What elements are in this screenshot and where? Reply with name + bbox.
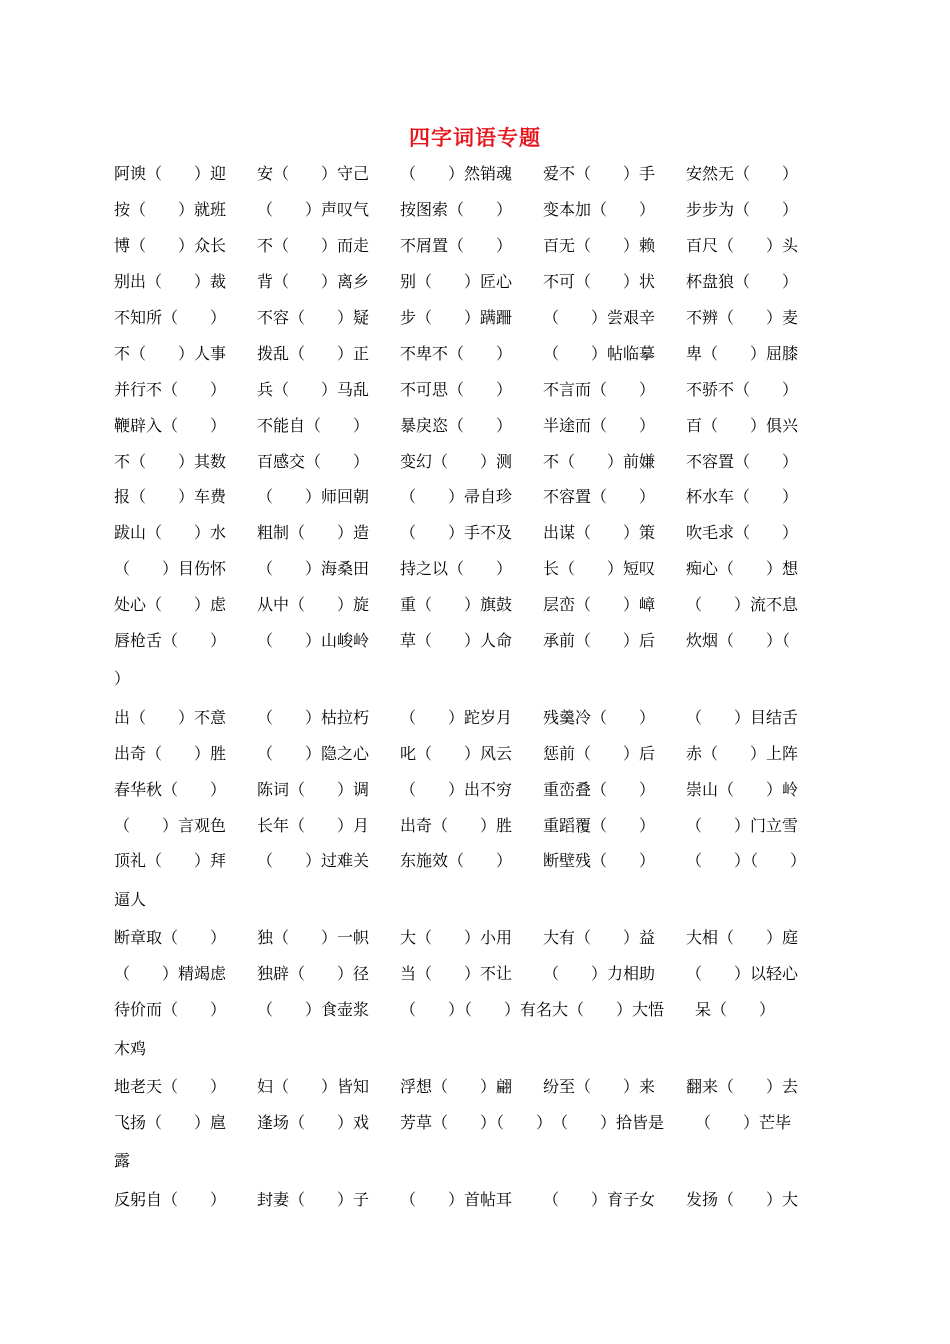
idiom-row [114, 406, 850, 442]
idiom-blank-item: 出奇（ ）胜 [400, 815, 513, 835]
idiom-blank-item: （ ）拾皆是 [552, 1112, 665, 1132]
idiom-blank-item: 拨乱（ ）正 [257, 343, 370, 363]
idiom-blank-item: （ ）过难关 [257, 851, 370, 871]
idiom-blank-item: （ ）流不息 [686, 595, 799, 615]
idiom-blank-item: 爱不（ ）手 [543, 164, 656, 184]
idiom-blank-item: 炊烟（ ）（ [686, 631, 791, 651]
idiom-blank-item: 鞭辟入（ ） [114, 415, 227, 435]
idiom-blank-item: 木鸡 [114, 1038, 147, 1058]
idiom-blank-item: 承前（ ）后 [543, 631, 656, 651]
idiom-blank-item: 大（ ）大悟 [552, 1000, 665, 1020]
idiom-blank-item: 处心（ ）虑 [114, 595, 227, 615]
idiom-blank-item: 按（ ）就班 [114, 200, 227, 220]
idiom-blank-item: 翻来（ ）去 [686, 1077, 799, 1097]
idiom-blank-item: 不知所（ ） [114, 308, 227, 327]
idiom-blank-item: 发扬（ ）大 [686, 1189, 799, 1209]
idiom-blank-item: 不（ ）人事 [114, 343, 227, 363]
idiom-blank-item: 按图索（ ） [400, 200, 513, 220]
idiom-blank-item: 阿谀（ ）迎 [114, 164, 227, 184]
idiom-blank-item: 卑（ ）屈膝 [686, 343, 799, 363]
idiom-blank-item: 不（ ）其数 [114, 451, 227, 471]
idiom-blank-item: 唇枪舌（ ） [114, 631, 227, 651]
idiom-blank-item: （ ）目结舌 [686, 707, 799, 727]
idiom-row [114, 1139, 850, 1180]
idiom-row [114, 478, 850, 514]
idiom-blank-item: 变幻（ ）测 [400, 451, 513, 471]
idiom-blank-item: （ ）然销魂 [400, 164, 513, 184]
idiom-row [114, 550, 850, 586]
idiom-blank-item: 不容（ ）疑 [257, 308, 370, 327]
idiom-blank-item: 春华秋（ ） [114, 779, 227, 799]
idiom-blank-item: 安（ ）守己 [257, 164, 370, 184]
idiom-row [114, 191, 850, 227]
idiom-row [114, 622, 850, 658]
idiom-blank-item: 叱（ ）风云 [400, 743, 513, 763]
idiom-blank-item: 长年（ ）月 [257, 815, 370, 835]
idiom-blank-item: （ ）（ ）有名 [400, 1000, 553, 1020]
idiom-blank-item: 浮想（ ）翩 [400, 1077, 513, 1097]
idiom-blank-item: 当（ ）不让 [400, 964, 513, 984]
idiom-row [114, 770, 850, 806]
idiom-blank-item: 断壁残（ ） [543, 851, 656, 871]
idiom-row [114, 227, 850, 263]
idiom-blank-item: 不（ ）前嫌 [543, 451, 656, 471]
idiom-blank-item: 百无（ ）赖 [543, 236, 656, 256]
idiom-row [114, 991, 850, 1027]
idiom-blank-item: 层峦（ ）嶂 [543, 595, 656, 615]
idiom-blank-item: 大有（ ）益 [543, 928, 656, 948]
idiom-blank-item: 不能自（ ） [257, 415, 370, 435]
idiom-blank-item: 露 [114, 1151, 131, 1171]
idiom-blank-item: 不骄不（ ） [686, 379, 799, 399]
idiom-blank-item: 跋山（ ）水 [114, 523, 227, 543]
idiom-blank-item: 别（ ）匠心 [400, 272, 513, 292]
idiom-blank-item: （ ）目伤怀 [114, 559, 227, 579]
idiom-blank-item: 东施效（ ） [400, 851, 513, 871]
idiom-blank-item: （ ）山峻岭 [257, 631, 370, 651]
idiom-blank-item: 重蹈覆（ ） [543, 815, 656, 835]
idiom-blank-item: （ ）首帖耳 [400, 1189, 513, 1209]
idiom-blank-item: 从中（ ）旋 [257, 595, 370, 615]
idiom-row [114, 514, 850, 550]
idiom-blank-item: 百感交（ ） [257, 451, 370, 471]
idiom-blank-item: 不可思（ ） [400, 379, 513, 399]
idiom-blank-item: 草（ ）人命 [400, 631, 513, 651]
idiom-blank-item: （ ）隐之心 [257, 743, 370, 763]
idiom-blank-item: 飞扬（ ）扈 [114, 1112, 227, 1132]
idiom-blank-item: 杯盘狼（ ） [686, 272, 799, 292]
idiom-blank-item: 残羹冷（ ） [543, 707, 656, 727]
idiom-blank-item: 背（ ）离乡 [257, 272, 370, 292]
idiom-row [114, 657, 850, 698]
idiom-blank-item: ） [114, 669, 131, 689]
idiom-row [114, 1103, 850, 1139]
idiom-blank-item: （ ）以轻心 [686, 964, 799, 984]
idiom-blank-item: 陈词（ ）调 [257, 779, 370, 799]
idiom-blank-item: 呆（ ） [695, 1000, 776, 1020]
idiom-blank-item: 不言而（ ） [543, 379, 656, 399]
idiom-blank-item: （ ）帖临摹 [543, 343, 656, 363]
idiom-blank-item: 痴心（ ）想 [686, 559, 799, 579]
idiom-blank-item: 出奇（ ）胜 [114, 743, 227, 763]
idiom-row [114, 919, 850, 955]
idiom-blank-item: 地老天（ ） [114, 1077, 227, 1097]
idiom-blank-item: 不可（ ）状 [543, 272, 656, 292]
idiom-blank-item: 独辟（ ）径 [257, 964, 370, 984]
idiom-blank-item: 妇（ ）皆知 [257, 1077, 370, 1097]
idiom-blank-item: （ ）育子女 [543, 1189, 656, 1209]
idiom-blank-item: 兵（ ）马乱 [257, 379, 370, 399]
idiom-blank-item: （ ）芒毕 [695, 1112, 792, 1132]
idiom-blank-item: （ ）手不及 [400, 523, 513, 543]
idiom-blank-item: （ ）力相助 [543, 964, 656, 984]
idiom-blank-item: 别出（ ）裁 [114, 272, 227, 292]
idiom-blank-item: （ ）门立雪 [686, 815, 799, 835]
idiom-blank-item: 出谋（ ）策 [543, 523, 656, 543]
idiom-blank-item: （ ）跎岁月 [400, 707, 513, 727]
idiom-row [114, 842, 850, 878]
idiom-blank-item: 独（ ）一帜 [257, 928, 370, 948]
idiom-blank-item: （ ）精竭虑 [114, 964, 227, 984]
idiom-blank-item: 暴戾恣（ ） [400, 415, 513, 435]
idiom-blank-item: 百（ ）俱兴 [686, 415, 799, 435]
idiom-blank-item: 不屑置（ ） [400, 236, 513, 256]
idiom-blank-item: 变本加（ ） [543, 200, 656, 220]
idiom-blank-item: （ ）食壶浆 [257, 1000, 370, 1020]
idiom-blank-item: 不辨（ ）麦 [686, 308, 799, 327]
idiom-blank-item: （ ）尝艰辛 [543, 308, 656, 327]
idiom-blank-item: 持之以（ ） [400, 559, 513, 579]
idiom-blank-item: 不容置（ ） [686, 451, 799, 471]
idiom-row [114, 442, 850, 478]
idiom-blank-item: 安然无（ ） [686, 164, 799, 184]
idiom-blank-item: 重（ ）旗鼓 [400, 595, 513, 615]
idiom-blank-item: （ ）枯拉朽 [257, 707, 370, 727]
idiom-blank-item: 博（ ）众长 [114, 236, 227, 256]
idiom-blank-item: 步步为（ ） [686, 200, 799, 220]
idiom-blank-item: 反躬自（ ） [114, 1189, 227, 1209]
idiom-blank-item: 报（ ）车费 [114, 487, 227, 507]
idiom-blank-item: 赤（ ）上阵 [686, 743, 799, 763]
idiom-row [114, 263, 850, 299]
idiom-row [114, 1068, 850, 1104]
idiom-blank-item: 惩前（ ）后 [543, 743, 656, 763]
idiom-row [114, 155, 850, 191]
idiom-row [114, 878, 850, 919]
idiom-blank-item: 大相（ ）庭 [686, 928, 799, 948]
idiom-blank-item: 封妻（ ）子 [257, 1189, 370, 1209]
idiom-blank-item: （ ）出不穷 [400, 779, 513, 799]
idiom-blank-item: 不容置（ ） [543, 487, 656, 507]
idiom-blank-item: 不卑不（ ） [400, 343, 513, 363]
idiom-row [114, 806, 850, 842]
idiom-blank-item: 并行不（ ） [114, 379, 227, 399]
idiom-blank-item: 半途而（ ） [543, 415, 656, 435]
idiom-blank-item: 步（ ）蹒跚 [400, 308, 513, 327]
idiom-row [114, 586, 850, 622]
idiom-blank-item: 纷至（ ）来 [543, 1077, 656, 1097]
idiom-blank-item: 粗制（ ）造 [257, 523, 370, 543]
idiom-blank-item: （ ）师回朝 [257, 487, 370, 507]
idiom-blank-item: 顶礼（ ）拜 [114, 851, 227, 871]
page-title: 四字词语专题 [409, 125, 541, 150]
idiom-row [114, 370, 850, 406]
idiom-row [114, 1027, 850, 1068]
idiom-blank-item: 崇山（ ）岭 [686, 779, 799, 799]
idiom-blank-item: 不（ ）而走 [257, 236, 370, 256]
idiom-row [114, 334, 850, 370]
idiom-row [114, 955, 850, 991]
idiom-blank-item: 百尺（ ）头 [686, 236, 799, 256]
idiom-row [114, 698, 850, 734]
idiom-list [114, 155, 850, 1216]
idiom-blank-item: 吹毛求（ ） [686, 523, 799, 543]
idiom-blank-item: 逼人 [114, 889, 147, 909]
idiom-row [114, 1180, 850, 1216]
idiom-blank-item: （ ）声叹气 [257, 200, 370, 220]
idiom-blank-item: 出（ ）不意 [114, 707, 227, 727]
idiom-blank-item: 大（ ）小用 [400, 928, 513, 948]
idiom-blank-item: 待价而（ ） [114, 1000, 227, 1020]
idiom-blank-item: 长（ ）短叹 [543, 559, 656, 579]
idiom-blank-item: 断章取（ ） [114, 928, 227, 948]
idiom-blank-item: 芳草（ ）（ ） [400, 1112, 553, 1132]
idiom-row [114, 734, 850, 770]
idiom-blank-item: （ ）帚自珍 [400, 487, 513, 507]
idiom-blank-item: （ ）海桑田 [257, 559, 370, 579]
idiom-blank-item: 逢场（ ）戏 [257, 1112, 370, 1132]
idiom-blank-item: 杯水车（ ） [686, 487, 799, 507]
idiom-blank-item: 重峦叠（ ） [543, 779, 656, 799]
idiom-blank-item: （ ）（ ） [686, 851, 807, 871]
idiom-row [114, 299, 850, 335]
idiom-blank-item: （ ）言观色 [114, 815, 227, 835]
